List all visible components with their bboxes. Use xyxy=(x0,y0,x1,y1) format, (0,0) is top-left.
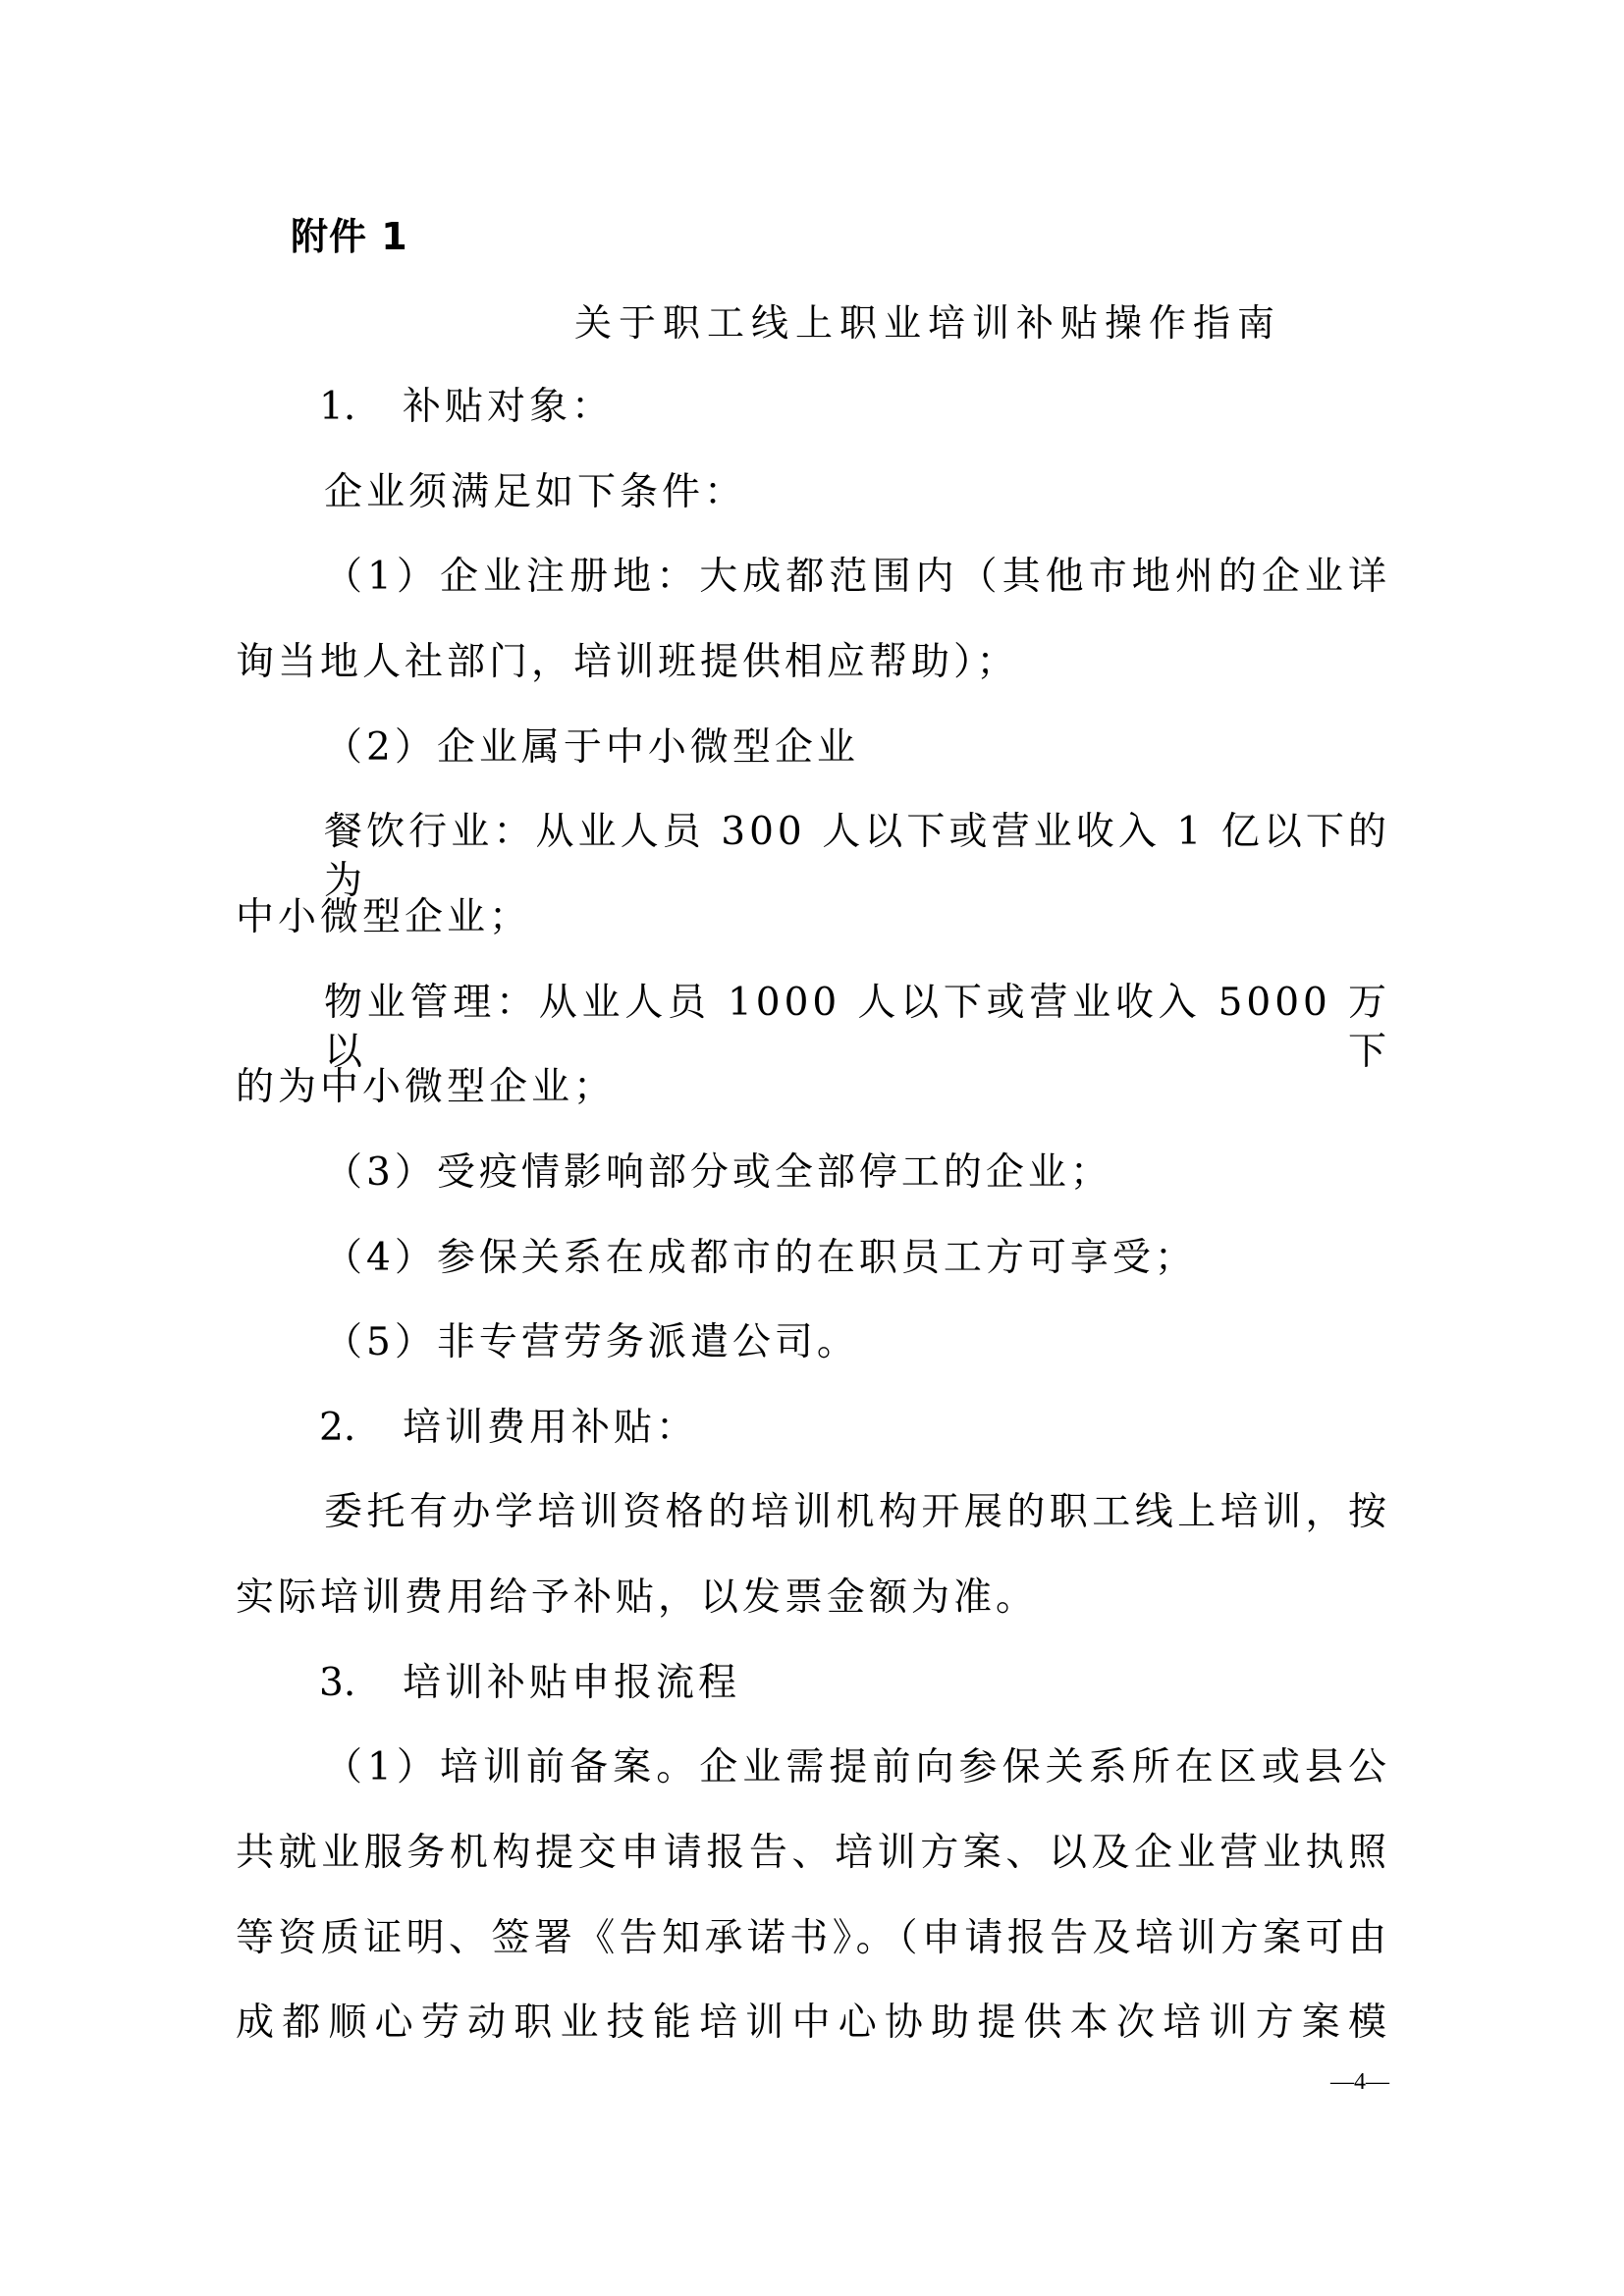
paragraph-line: （1）企业注册地：大成都范围内（其他市地州的企业详 xyxy=(324,555,1390,600)
paragraph-line: 企业须满足如下条件： xyxy=(324,469,747,514)
section-number: 2. xyxy=(319,1405,356,1450)
section-heading-text: 培训补贴申报流程 xyxy=(403,1660,741,1705)
paragraph-line: （2）企业属于中小微型企业 xyxy=(324,724,859,770)
section-number: 1. xyxy=(319,385,356,429)
page-number: —4— xyxy=(1330,2069,1389,2095)
paragraph-line: （3）受疫情影响部分或全部停工的企业； xyxy=(324,1149,1112,1195)
section-heading-text: 培训费用补贴： xyxy=(403,1405,699,1450)
paragraph-line: 物业管理：从业人员 1000 人以下或营业收入 5000 万以下 xyxy=(324,980,1390,1074)
section-heading xyxy=(319,1404,1474,1453)
annex-label: 附件 1 xyxy=(291,215,408,258)
paragraph-line: 询当地人社部门，培训班提供相应帮助）； xyxy=(236,639,1019,684)
section-heading xyxy=(319,383,1474,432)
paragraph-line: 共就业服务机构提交申请报告、培训方案、以及企业营业执照 xyxy=(236,1831,1390,1876)
document-title: 关于职工线上职业培训补贴操作指南 xyxy=(574,301,1282,345)
section-heading xyxy=(319,1659,1474,1708)
paragraph-line: 等资质证明、签署《告知承诺书》。（申请报告及培训方案可由 xyxy=(236,1915,1390,1960)
paragraph-line: 成都顺心劳动职业技能培训中心协助提供本次培训方案模 xyxy=(236,2001,1390,2046)
paragraph-line: （4）参保关系在成都市的在职员工方可享受； xyxy=(324,1235,1197,1280)
section-heading-text: 补贴对象： xyxy=(403,385,615,429)
paragraph-line: （1）培训前备案。企业需提前向参保关系所在区或县公 xyxy=(324,1745,1390,1790)
paragraph-line: 中小微型企业； xyxy=(236,894,532,939)
section-number: 3. xyxy=(319,1660,356,1705)
paragraph-line: 的为中小微型企业； xyxy=(236,1065,617,1110)
paragraph-line: 委托有办学培训资格的培训机构开展的职工线上培训，按 xyxy=(324,1490,1390,1535)
paragraph-line: 餐饮行业：从业人员 300 人以下或营业收入 1 亿以下的为 xyxy=(324,810,1390,904)
paragraph-line: 实际培训费用给予补贴，以发票金额为准。 xyxy=(236,1575,1039,1621)
paragraph-line: （5）非专营劳务派遣公司。 xyxy=(324,1320,859,1365)
